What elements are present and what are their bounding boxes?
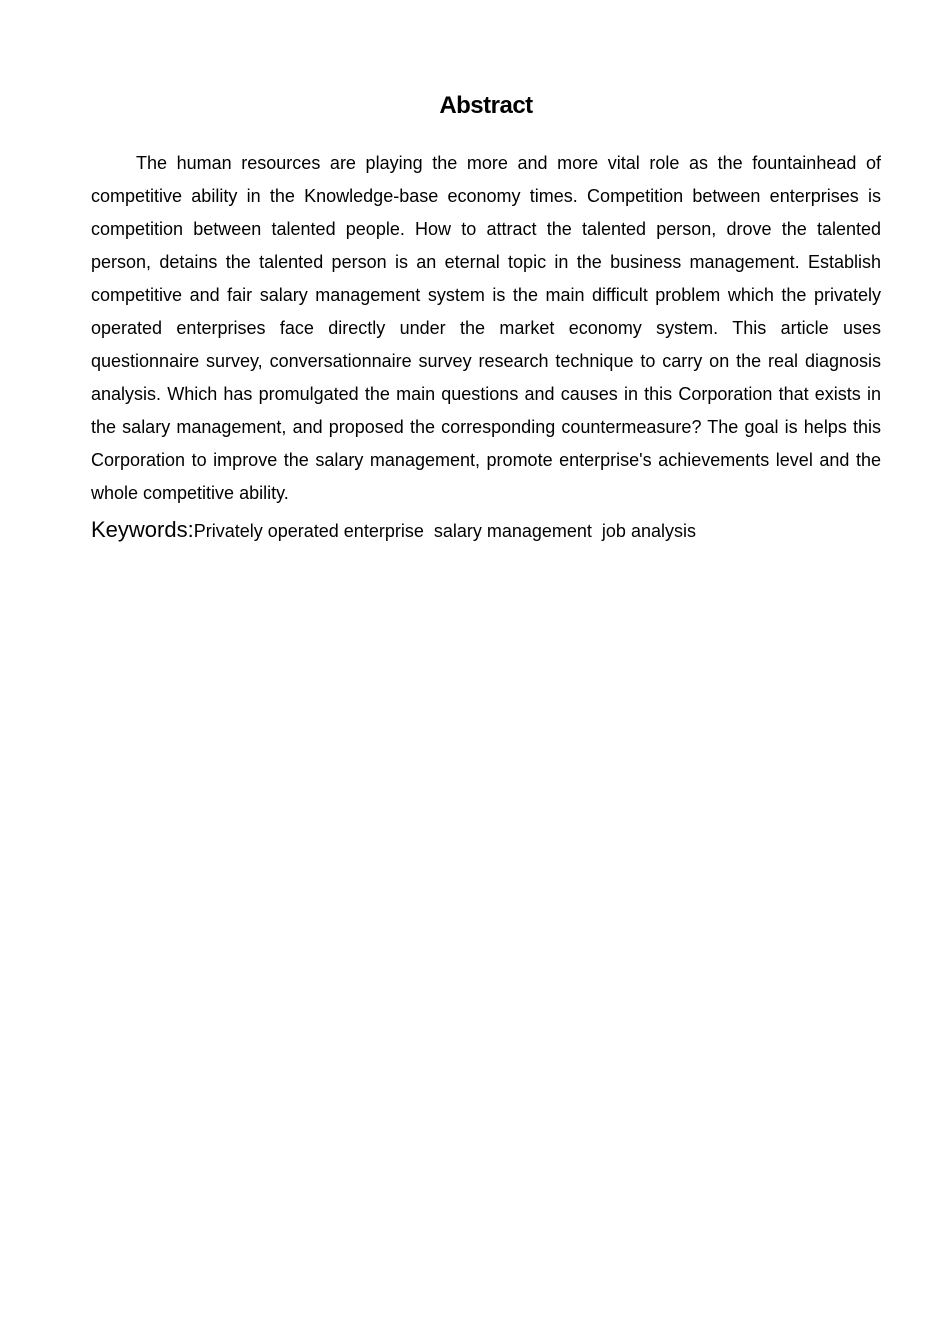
keywords-line	[91, 513, 881, 549]
keywords-value: Privately operated enterprise salary management job analysis	[193, 521, 696, 541]
abstract-title: Abstract	[439, 92, 533, 119]
keywords-label: Keywords:	[91, 517, 194, 542]
abstract-body-text: The human resources are playing the more and more vital role as the fountainhead of competitive ability in the Knowledge-base economy times. Competition between enterprises is competition between talented people. How to attract the talented person, drove the talented person, detains the talented person is an eternal topic in the business management. Establish competitive and fair salary management system is the main difficult problem which the privately operated enterprises face directly under the market economy system. This article uses questionnaire survey, conversationnaire survey research technique to carry on the real diagnosis analysis. Which has promulgated the main questions and causes in this Corporation that exists in the salary management, and proposed the corresponding countermeasure? The goal is helps this Corporation to improve the salary management, promote enterprise's achievements level and the whole competitive ability.	[91, 153, 881, 503]
